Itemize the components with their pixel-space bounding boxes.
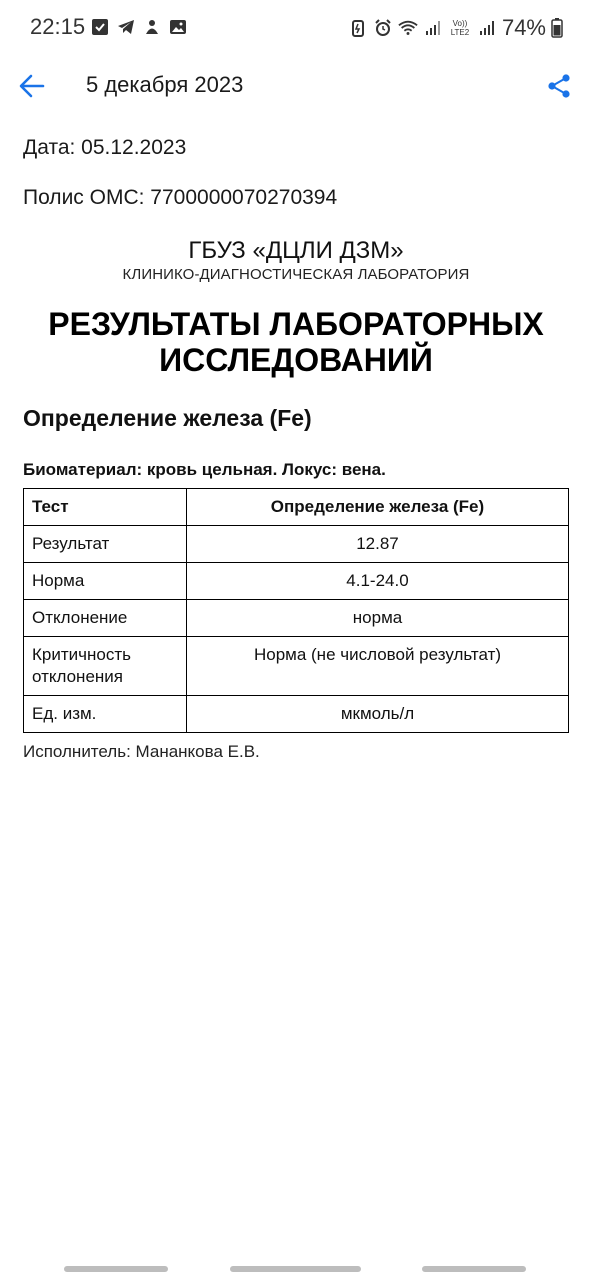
organization-name: ГБУЗ «ДЦЛИ ДЗМ» <box>188 237 404 264</box>
gallery-icon <box>168 17 188 37</box>
biomaterial-line: Биоматериал: кровь цельная. Локус: вена. <box>23 460 386 479</box>
table-header-cell: Тест <box>24 489 187 526</box>
nav-home-button[interactable] <box>230 1266 361 1272</box>
table-cell-label: Норма <box>24 563 187 600</box>
policy-line: Полис ОМС: 7700000070270394 <box>23 186 338 209</box>
executor-line: Исполнитель: Мананкова Е.В. <box>23 742 260 761</box>
battery-saver-icon <box>348 18 368 38</box>
table-row <box>24 600 569 637</box>
app-notification-icon <box>142 17 162 37</box>
table-cell-label: Результат <box>24 526 187 563</box>
signal-icon-2 <box>477 18 497 38</box>
organization-subtitle: КЛИНИКО-ДИАГНОСТИЧЕСКАЯ ЛАБОРАТОРИЯ <box>122 266 470 283</box>
results-table <box>23 488 569 733</box>
table-header-row <box>24 489 569 526</box>
test-section-title: Определение железа (Fe) <box>23 405 312 431</box>
table-cell-value: норма <box>187 600 569 637</box>
table-row <box>24 696 569 733</box>
table-row <box>24 637 569 696</box>
back-button[interactable] <box>14 68 50 104</box>
table-cell-value: Норма (не числовой результат) <box>187 637 569 696</box>
telegram-icon <box>116 17 136 37</box>
system-nav-bar <box>0 1258 591 1280</box>
date-line: Дата: 05.12.2023 <box>23 136 187 159</box>
table-header-cell: Определение железа (Fe) <box>187 489 569 526</box>
table-row <box>24 526 569 563</box>
share-icon <box>546 73 572 99</box>
document-content <box>23 130 569 763</box>
wifi-icon <box>398 18 418 38</box>
signal-icon-1 <box>423 18 443 38</box>
battery-icon <box>551 18 563 38</box>
table-cell-label: Критичность отклонения <box>24 637 187 696</box>
status-time: 22:15 <box>30 14 86 39</box>
table-cell-value: мкмоль/л <box>187 696 569 733</box>
table-cell-value: 12.87 <box>187 526 569 563</box>
table-cell-label: Отклонение <box>24 600 187 637</box>
lte-indicator: Vo)) LTE2 <box>450 19 470 37</box>
alarm-icon <box>373 18 393 38</box>
battery-percent: 74% <box>501 15 546 40</box>
arrow-left-icon <box>19 73 45 99</box>
table-row <box>24 563 569 600</box>
document-title: РЕЗУЛЬТАТЫ ЛАБОРАТОРНЫХ ИССЛЕДОВАНИЙ <box>48 306 544 378</box>
status-bar <box>0 0 591 56</box>
nav-recents-button[interactable] <box>64 1266 168 1272</box>
checkbox-notification-icon <box>90 17 110 37</box>
table-cell-value: 4.1-24.0 <box>187 563 569 600</box>
system-status-icons <box>348 15 563 41</box>
page-title: 5 декабря 2023 <box>86 72 244 97</box>
table-cell-label: Ед. изм. <box>24 696 187 733</box>
notification-icons <box>90 17 188 37</box>
share-button[interactable] <box>541 68 577 104</box>
app-bar <box>0 56 591 116</box>
nav-back-button[interactable] <box>422 1266 526 1272</box>
